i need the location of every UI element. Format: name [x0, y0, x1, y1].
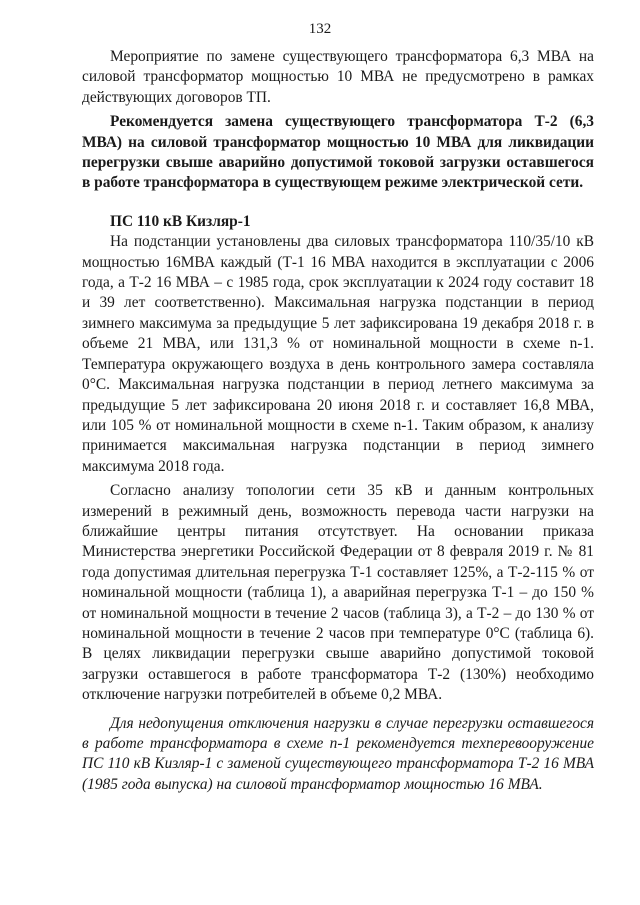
document-body [82, 47, 594, 795]
paragraph-recommendation-t2: Рекомендуется замена существующего трансформатора Т-2 (6,3 МВА) на силовой трансформатор мощностью 10 МВА для ликвидации перегрузки свыше аварийно допустимой токовой загрузки оставшегося в работе трансформатора в существующем режиме электрической сети. [82, 113, 594, 192]
section-heading-kizlyar: ПС 110 кВ Кизляр-1 [110, 212, 251, 230]
paragraph-topology-analysis: Согласно анализу топологии сети 35 кВ и данным контрольных измерений в режимный день, возможность перевода части нагрузки на ближайшие центры питания отсутствует. На основании приказа Министерства энергетики Российской Федерации от 8 февраля 2019 г. № 81 года допустимая длительная перегрузка Т-1 составляет 125%, а Т-2-115 % от номинальной мощности (таблица 1), а аварийная перегрузка Т-1 – до 150 % от номинальной мощности в течение 2 часов (таблица 3), а Т-2 – до 130 % от номинальной мощности в течение 2 часов при температуре 0°С (таблица 6). В целях ликвидации перегрузки свыше аварийно допустимой токовой загрузки оставшегося в работе трансформатора Т-2 (130%) необходимо отключение нагрузки потребителей в объеме 0,2 МВА. [82, 482, 594, 704]
paragraph-reequipment-recommendation: Для недопущения отключения нагрузки в случае перегрузки оставшегося в работе трансформатора в схеме n-1 рекомендуется техперевооружение ПС 110 кВ Кизляр-1 с заменой существующего трансформатора Т-2 16 МВА (1985 года выпуска) на силовой трансформатор мощностью 16 МВА. [82, 714, 594, 793]
paragraph-substation-load: На подстанции установлены два силовых трансформатора 110/35/10 кВ мощностью 16МВА каждый (Т-1 16 МВА находится в эксплуатации с 2006 года, а Т-2 16 МВА – с 1985 года, срок эксплуатации к 2024 году составит 18 и 39 лет соответственно). Максимальная нагрузка подстанции в период зимнего максимума за предыдущие 5 лет зафиксирована 19 декабря 2018 г. в объеме 21 МВА, или 131,3 % от номинальной мощности в схеме n-1. Температура окружающего воздуха в день контрольного замера составляла 0°С. Максимальная нагрузка подстанции в период летнего максимума за предыдущие 5 лет зафиксирована 20 июня 2018 г. и составляет 16,8 МВА, или 105 % от номинальной мощности в схеме n-1. Таким образом, к анализу принимается максимальная нагрузка подстанции в период зимнего максимума 2018 года. [82, 233, 594, 475]
paragraph-contracts-note: Мероприятие по замене существующего трансформатора 6,3 МВА на силовой трансформатор мощностью 10 МВА не предусмотрено в рамках действующих договоров ТП. [82, 48, 594, 106]
page-number: 132 [308, 21, 332, 37]
